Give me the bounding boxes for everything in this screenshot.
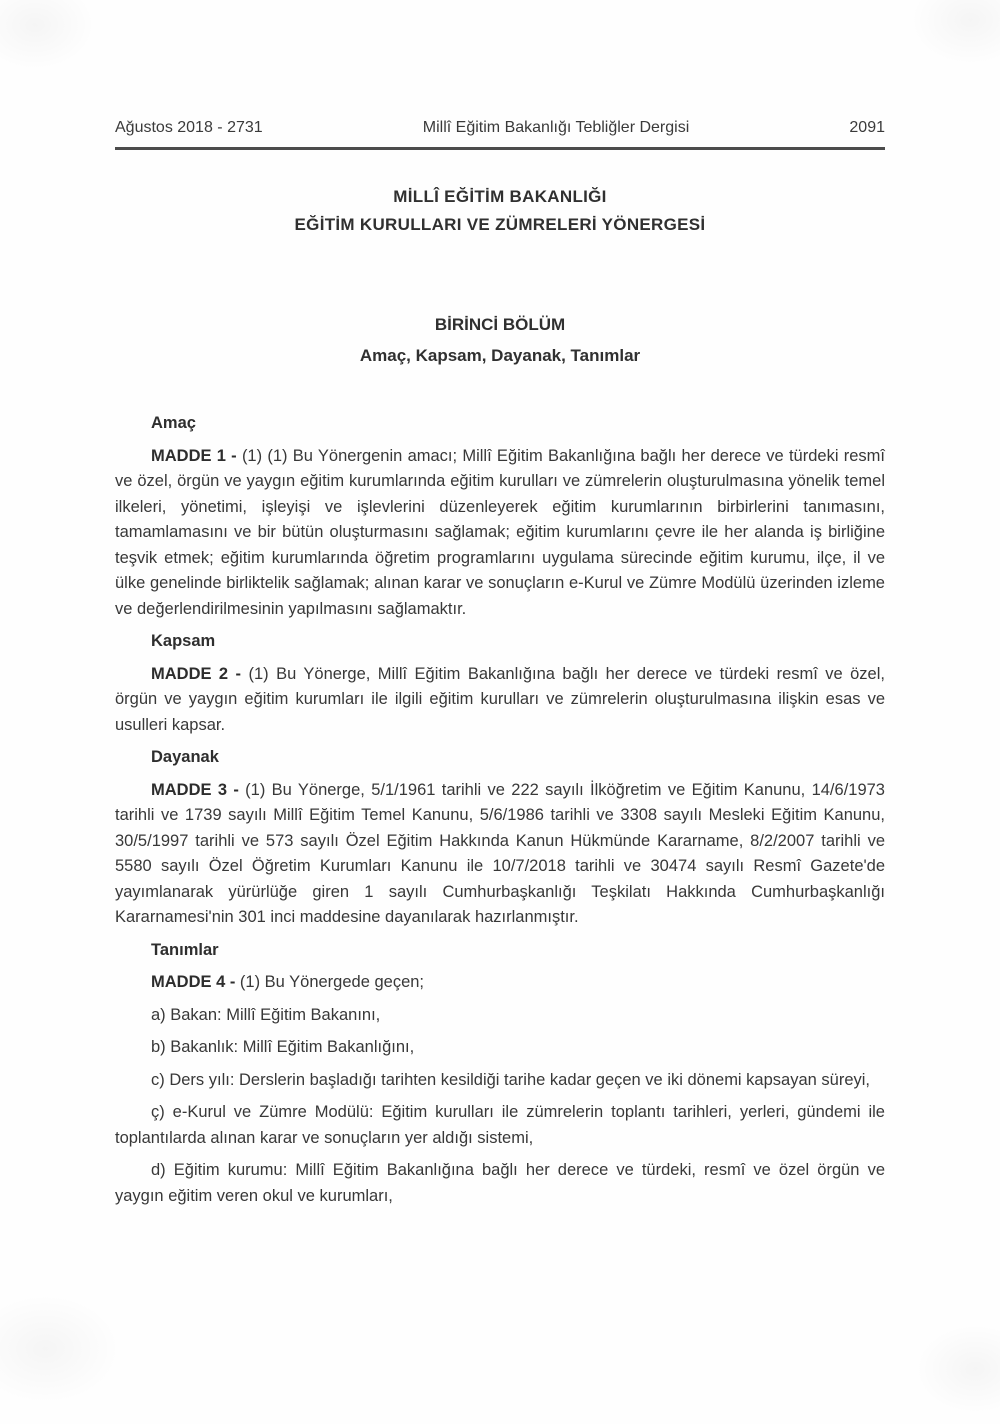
scan-artifact-top-right	[910, 0, 1000, 65]
article-madde-3	[115, 778, 885, 931]
article-3-number: MADDE 3 -	[151, 780, 246, 799]
article-4-number: MADDE 4 -	[151, 973, 240, 991]
header-rule	[115, 147, 885, 150]
document-title	[115, 183, 885, 239]
document-title-line1: MİLLÎ EĞİTİM BAKANLIĞI	[393, 187, 607, 206]
article-2-number: MADDE 2 -	[151, 664, 249, 683]
document-body	[115, 411, 885, 1209]
section-heading-amac: Amaç	[151, 414, 196, 432]
section-heading-kapsam: Kapsam	[151, 632, 216, 650]
chapter-subtitle: Amaç, Kapsam, Dayanak, Tanımlar	[359, 346, 641, 365]
scan-artifact-top-left	[0, 0, 95, 70]
section-heading-tanimlar: Tanımlar	[151, 940, 219, 959]
article-2-text: (1) Bu Yönerge, Millî Eğitim Bakanlığına bağlı her derece ve türdeki resmî ve özel, örgün ve yaygın eğitim kurumları ile ilgili eğitim kurulları ve zümrelerin oluşturulmasına ilişkin esas ve usulleri kapsar.	[115, 664, 885, 734]
scan-artifact-bottom-right	[915, 1324, 1000, 1414]
header-page-number: 2091	[849, 119, 885, 136]
document-title-line2: EĞİTİM KURULLARI VE ZÜMRELERİ YÖNERGESİ	[294, 215, 706, 234]
article-madde-2	[115, 662, 885, 739]
article-1-number: MADDE 1 -	[151, 446, 242, 465]
header-issue-date: Ağustos 2018 - 2731	[115, 119, 263, 136]
scan-artifact-bottom-left	[0, 1294, 120, 1404]
article-madde-1	[115, 444, 885, 623]
header-journal-title: Millî Eğitim Bakanlığı Tebliğler Dergisi	[422, 119, 690, 136]
chapter-title: BİRİNCİ BÖLÜM	[434, 315, 566, 334]
section-heading-dayanak: Dayanak	[151, 748, 219, 766]
definition-item-c-cedilla: ç) e-Kurul ve Zümre Modülü: Eğitim kurulları ile zümrelerin toplantı tarihleri, yerleri, gündemi ile toplantılarda alınan karar ve sonuçların yer aldığı sistemi,	[115, 1103, 885, 1147]
definition-item-a: a) Bakan: Millî Eğitim Bakanını,	[151, 1005, 381, 1024]
page-header	[115, 118, 885, 137]
chapter-heading	[115, 309, 885, 371]
article-4-text: (1) Bu Yönergede geçen;	[239, 973, 424, 991]
definition-item-d: d) Eğitim kurumu: Millî Eğitim Bakanlığına bağlı her derece ve türdeki, resmî ve özel örgün ve yaygın eğitim veren okul ve kurumları,	[115, 1161, 885, 1205]
article-3-text: (1) Bu Yönerge, 5/1/1961 tarihli ve 222 sayılı İlköğretim ve Eğitim Kanunu, 14/6/1973 tarihli ve 1739 sayılı Millî Eğitim Temel Kanunu, 5/6/1986 tarihli ve 3308 sayılı Mesleki Eğitim Kanunu, 30/5/1997 tarihli ve 573 sayılı Özel Eğitim Hakkında Kanun Hükmünde Kararname, 8/2/2007 tarihli ve 5580 sayılı Özel Öğretim Kurumları Kanunu ile 10/7/2018 tarihli ve 30474 sayılı Resmî Gazete'de yayımlanarak yürürlüğe giren 1 sayılı Cumhurbaşkanlığı Teşkilatı Hakkında Cumhurbaşkanlığı Kararnamesi'nin 301 inci maddesine dayanılarak hazırlanmıştır.	[115, 780, 885, 926]
article-1-text: (1) (1) Bu Yönergenin amacı; Millî Eğitim Bakanlığına bağlı her derece ve türdeki resmî ve özel, örgün ve yaygın eğitim kurumlarında eğitim kurulları ve zümrelerin oluşturulmasına yönelik temel ilkeleri, yönetimi, işleyişi ve işlevlerini düzenleyerek eğitim kurumlarının birbirlerini tanımasını, tamamlamasını ve bir bütün oluşturmasını sağlamak; eğitim kurumlarını çevre ile her alanda iş birliğine teşvik etmek; eğitim kurumlarında öğretim programlarını uygulama sürecinde eğitim kurumu, ilçe, il ve ülke genelinde birliktelik sağlamak; alınan karar ve sonuçların e-Kurul ve Zümre Modülü üzerinden izleme ve değerlendirilmesinin yapılmasını sağlamaktır.	[115, 446, 885, 618]
article-madde-4	[115, 970, 885, 996]
definition-item-b: b) Bakanlık: Millî Eğitim Bakanlığını,	[151, 1038, 415, 1056]
definition-item-c: c) Ders yılı: Derslerin başladığı tarihten kesildiği tarihe kadar geçen ve iki dönemi kapsayan süreyi,	[151, 1070, 870, 1089]
